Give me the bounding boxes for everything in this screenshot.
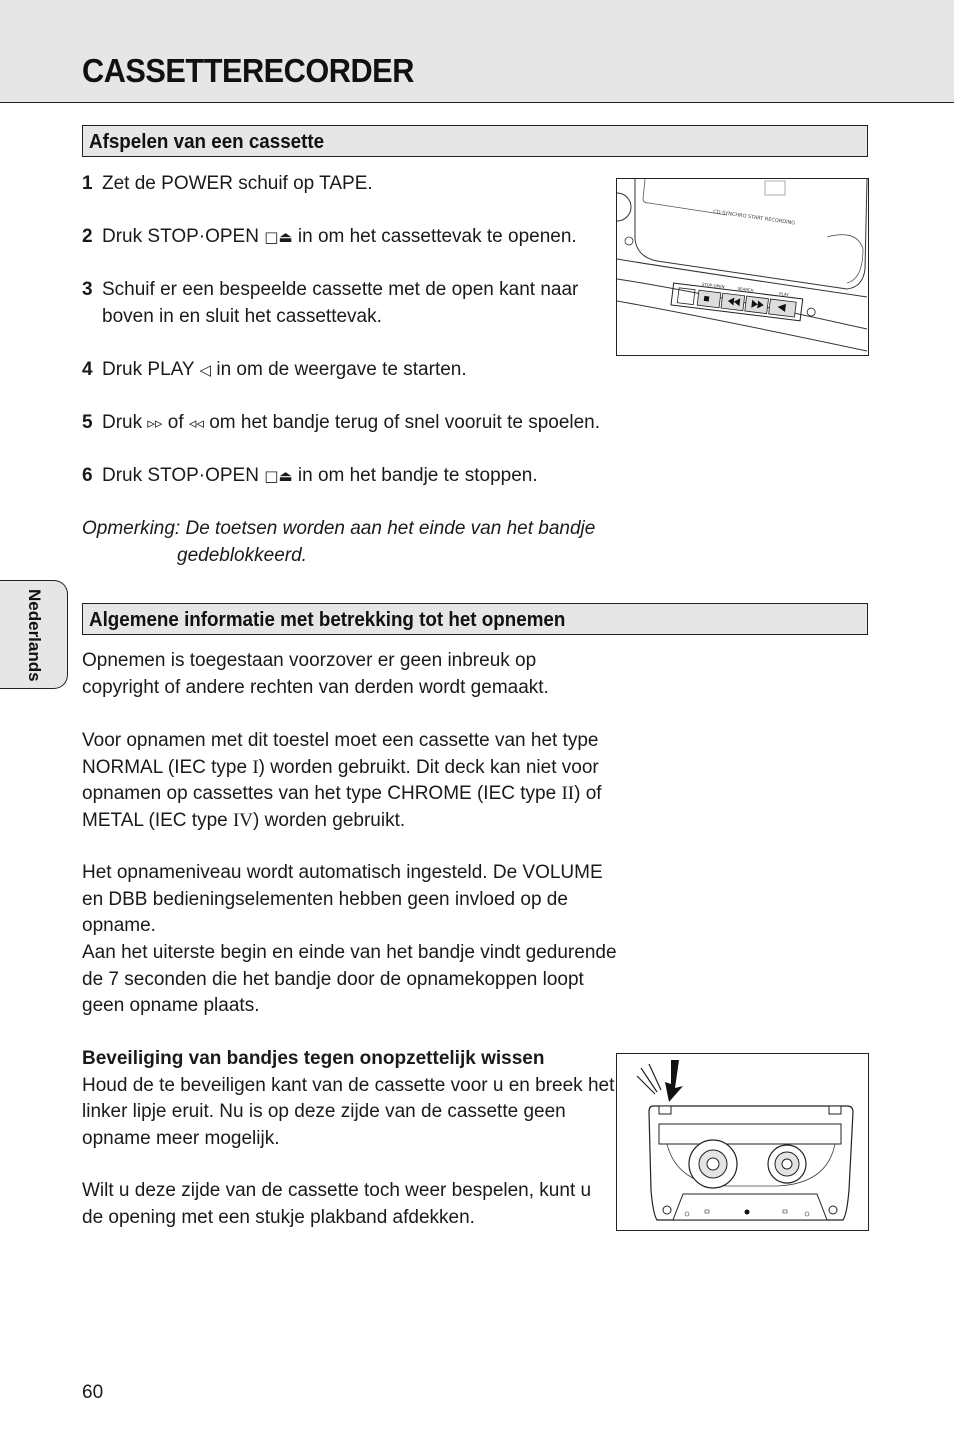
page-title: CASSETTERECORDER bbox=[82, 52, 414, 89]
cassette-tab-illustration bbox=[616, 1053, 869, 1231]
paragraph-recording-level: Het opnameniveau wordt automatisch ingesteld. De VOLUME en DBB bedieningselementen hebben geen invloed op de opname. bbox=[82, 862, 603, 936]
section-heading-recording-info-text: Algemene informatie met betrekking tot het opnemen bbox=[89, 609, 566, 631]
arrow-icon bbox=[665, 1060, 683, 1102]
erase-protection-text: Houd de te beveiligen kant van de cassette voor u en breek het linker lipje eruit. Nu is op deze zijde van de cassette geen opname meer mogelijk. bbox=[82, 1074, 615, 1149]
step-number: 1 bbox=[82, 173, 93, 194]
play-label: PLAY bbox=[778, 291, 790, 298]
step-number: 4 bbox=[82, 359, 93, 380]
paragraph-copyright: Opnemen is toegestaan voorzover er geen inbreuk op copyright of andere rechten van derden wordt gemaakt. bbox=[82, 650, 549, 698]
cd-synchro-label: CD SYNCHRO START RECORDING bbox=[712, 209, 796, 227]
paragraph-tape-cover: Wilt u deze zijde van de cassette toch weer bespelen, kunt u de opening met een stukje plakband afdekken. bbox=[82, 1180, 592, 1228]
fast-forward-icon: ▹▹ bbox=[147, 414, 163, 432]
step-text: Druk ▹▹ of ◃◃ om het bandje terug of snel vooruit te spoelen. bbox=[102, 412, 601, 433]
stop-open-label: STOP·OPEN bbox=[701, 281, 725, 290]
subheading-erase-protection: Beveiliging van bandjes tegen onopzettelijk wissen bbox=[82, 1048, 545, 1069]
cassette-deck-illustration bbox=[616, 178, 869, 356]
step-text: Schuif er een bespeelde cassette met de open kant naar boven in en sluit het cassettevak. bbox=[102, 279, 579, 327]
step-number: 5 bbox=[82, 412, 93, 433]
page-number: 60 bbox=[82, 1382, 104, 1403]
paragraph-erase-protection bbox=[82, 1046, 617, 1152]
section-heading-playback bbox=[82, 125, 868, 157]
step-number: 6 bbox=[82, 465, 93, 486]
section-heading-playback-text: Afspelen van een cassette bbox=[89, 131, 325, 153]
step-number: 3 bbox=[82, 279, 93, 300]
step-text: Druk STOP·OPEN □⏏ in om het cassettevak te openen. bbox=[102, 226, 577, 247]
step-number: 2 bbox=[82, 226, 93, 247]
language-tab-label: Nederlands bbox=[25, 588, 44, 682]
paragraph-leader-tape: Aan het uiterste begin en einde van het bandje vindt gedurende de 7 seconden die het bandje door de opnamekoppen loopt geen opname plaats. bbox=[82, 942, 617, 1016]
note-line-2: gedeblokkeerd. bbox=[177, 544, 307, 566]
stop-open-icon: □⏏ bbox=[264, 228, 293, 246]
step-text: Druk PLAY ◁ in om de weergave te starten. bbox=[102, 359, 467, 380]
cassette-deck-drawing bbox=[617, 179, 868, 355]
cassette-drawing bbox=[617, 1054, 868, 1230]
search-label: SEARCH bbox=[737, 285, 754, 293]
rewind-icon: ◃◃ bbox=[188, 414, 204, 432]
step-text: Druk STOP·OPEN □⏏ in om het bandje te stoppen. bbox=[102, 465, 538, 486]
step-text: Zet de POWER schuif op TAPE. bbox=[102, 173, 373, 194]
note-line-1: Opmerking: De toetsen worden aan het einde van het bandje bbox=[82, 518, 596, 539]
stop-open-icon: □⏏ bbox=[264, 467, 293, 485]
play-icon: ◁ bbox=[199, 361, 212, 379]
section-heading-recording-info bbox=[82, 603, 868, 635]
paragraph-cassette-type: Voor opnamen met dit toestel moet een cassette van het type NORMAL (IEC type I) worden gebruikt. Dit deck kan niet voor opnamen op cassettes van het type CHROME (IEC type II) of METAL (IEC type IV) worden gebruikt. bbox=[82, 730, 602, 831]
playback-note bbox=[82, 516, 612, 569]
